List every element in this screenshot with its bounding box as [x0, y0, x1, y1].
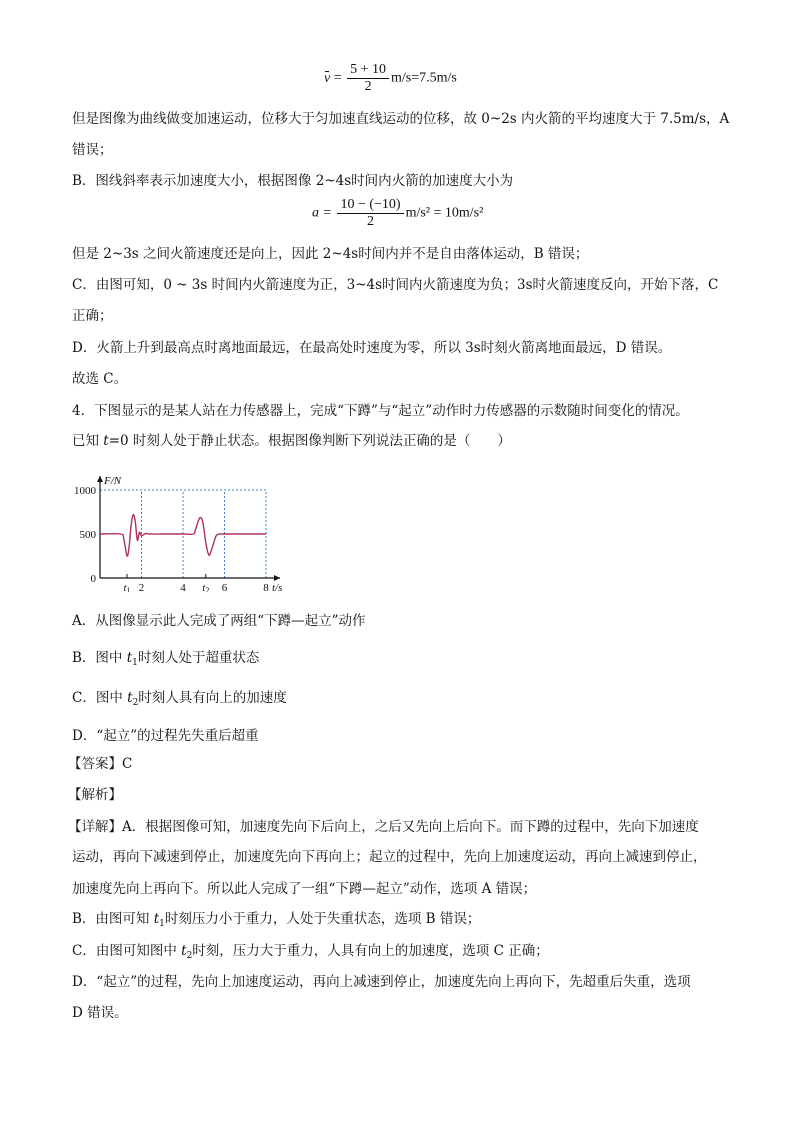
answer-tag: 【答案】: [68, 756, 122, 772]
paragraph-c-line2: 正确；: [72, 308, 113, 324]
option-a: A．从图像显示此人完成了两组“下蹲—起立”动作: [72, 613, 366, 629]
y-tick-label-1000: 1000: [74, 485, 96, 497]
formula-a-denominator: 2: [367, 214, 375, 229]
option-d: D．“起立”的过程先失重后超重: [72, 728, 259, 744]
formula-v-fraction: [347, 62, 389, 95]
force-time-chart: [60, 462, 300, 592]
x-tick-label-6: 6: [221, 582, 228, 592]
detail-line1: 【详解】A．根据图像可知，加速度先向下后向上，之后又先向上后向下。而下蹲的过程中，先向下加速度: [68, 819, 699, 835]
y-tick-label-0: 0: [90, 573, 96, 585]
option-c: C．图中 $t_2$时刻人具有向上的加速度: [72, 690, 287, 708]
detail-line2: 运动，再向下减速到停止，加速度先向下再向上；起立的过程中，先向上加速度运动，再向上减速到停止，: [72, 849, 707, 865]
detail-line5: C．由图可知图中 $t_2$时刻，压力大于重力，人具有向上的加速度，选项 C 正确；: [72, 943, 549, 961]
formula-average-velocity: v = $\frac{5 + 10}{2}$ m/s=7.5m/s: [324, 62, 457, 94]
detail-line3: 加速度先向上再向下。所以此人完成了一组“下蹲—起立”动作，选项 A 错误；: [72, 881, 537, 897]
x-tick-label-t2: t2: [202, 582, 210, 592]
answer-line: [68, 755, 132, 773]
y-axis-label: F/N: [104, 475, 122, 487]
answer-value: C: [122, 756, 133, 772]
paragraph-a-line2: 错误；: [72, 142, 113, 158]
formula-a-result: m/s² = 10m/s²: [405, 205, 484, 221]
formula-a-symbol: a =: [312, 205, 332, 221]
detail-line4: B．由图可知 $t_1$时刻压力小于重力，人处于失重状态，选项 B 错误；: [72, 911, 481, 929]
formula-v-result: m/s=7.5m/s: [391, 70, 457, 86]
formula-v-numerator: 5 + 10: [347, 62, 389, 79]
formula-acceleration: [312, 197, 483, 230]
x-axis-label: t/s: [272, 582, 283, 592]
x-tick-label-8: 8: [263, 582, 269, 592]
x-tick-label-t1: t1: [123, 582, 131, 592]
x-tick-label-4: 4: [180, 582, 186, 592]
chart-axes: [97, 476, 280, 581]
detail-line6: D．“起立”的过程，先向上加速度运动，再向上减速到停止，加速度先向上再向下，先超重后失重，选项: [72, 974, 691, 990]
question-4-line2: 已知 t=0 时刻人处于静止状态。根据图像判断下列说法正确的是（ ）: [72, 433, 511, 449]
formula-v-denominator: 2: [364, 79, 372, 94]
formula-a-fraction: [337, 197, 403, 230]
paragraph-a-line1: 但是图像为曲线做变加速运动，位移大于匀加速直线运动的位移，故 0~2s 内火箭的平均速度大于 7.5m/s，A: [72, 111, 730, 127]
x-tick-label-2: 2: [138, 582, 145, 592]
formula-a-numerator: 10 − (−10): [337, 197, 403, 214]
y-axis-arrow: [97, 476, 103, 482]
formula-v-symbol: v: [324, 70, 331, 86]
paragraph-d: D．火箭上升到最高点时离地面最远，在最高处时速度为零，所以 3s时刻火箭离地面最远，D 错误。: [72, 340, 672, 356]
question-4-line1: 4．下图显示的是某人站在力传感器上，完成“下蹲”与“起立”动作时力传感器的示数随时间变化的情况。: [72, 403, 689, 419]
y-tick-label-500: 500: [79, 529, 96, 541]
paragraph-conclusion: 故选 C。: [72, 371, 128, 387]
paragraph-b-line2: 但是 2~3s 之间火箭速度还是向上，因此 2~4s时间内并不是自由落体运动，B 错误；: [72, 246, 589, 262]
detail-tag: 【详解】: [68, 819, 122, 835]
paragraph-c-line1: C．由图可知，0 ~ 3s 时间内火箭速度为正，3~4s时间内火箭速度为负；3s时火箭速度反向，开始下落，C: [72, 277, 719, 293]
analysis-tag: 【解析】: [68, 787, 122, 803]
option-b: B．图中 $t_1$时刻人处于超重状态: [72, 650, 260, 668]
detail-line7: D 错误。: [72, 1005, 128, 1021]
paragraph-b-line1: B．图线斜率表示加速度大小，根据图像 2~4s时间内火箭的加速度大小为: [72, 173, 514, 189]
x-axis-arrow: [274, 575, 280, 581]
